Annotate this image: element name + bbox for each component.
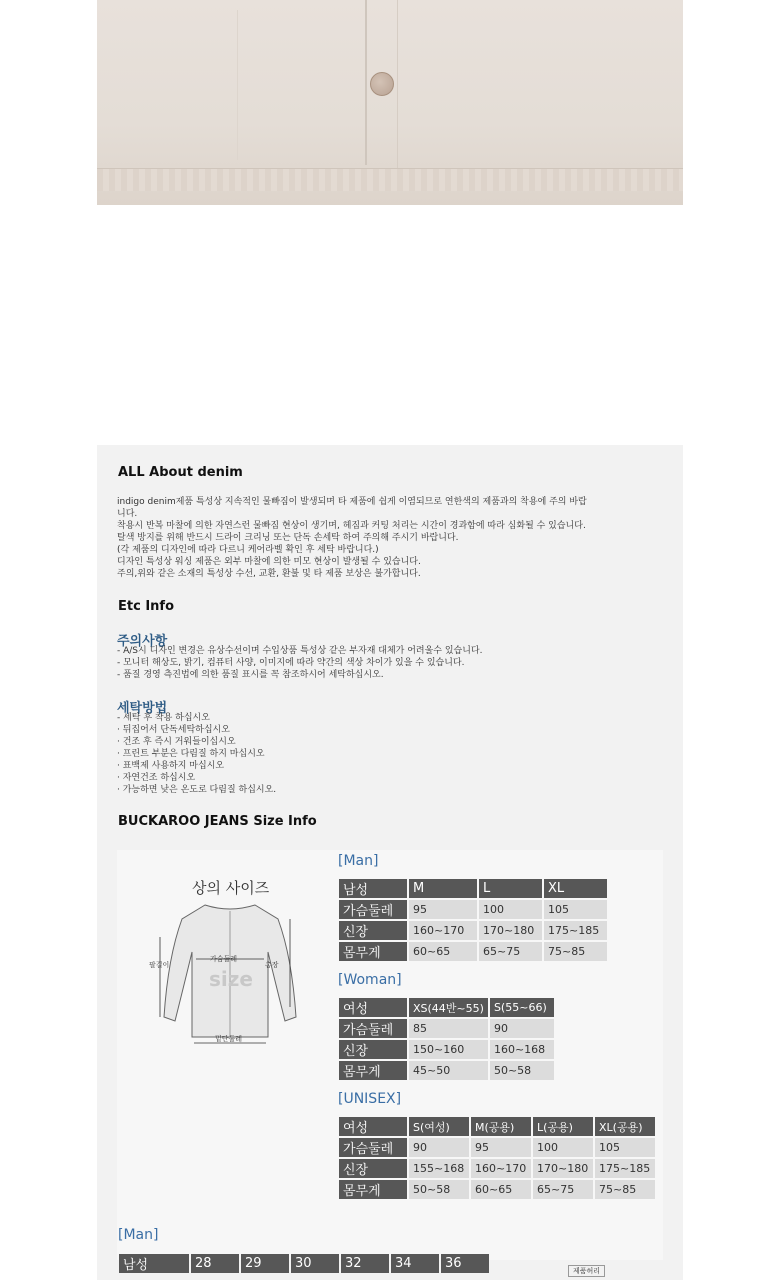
about-line: (각 제품의 디자인에 따라 다르니 케어라벨 확인 후 세탁 바랍니다.) <box>117 545 379 555</box>
table-cell: 170~180 <box>533 1159 593 1178</box>
table-cell: 75~85 <box>595 1180 655 1199</box>
shirt-placket <box>365 0 367 165</box>
table-row <box>339 1019 554 1038</box>
about-line: 탈색 방지를 위해 반드시 드라이 크리닝 또는 단독 손세탁 하여 주의해 주시기 바랍니다. <box>117 533 459 543</box>
about-line: indigo denim제품 특성상 지속적인 물빠짐이 발생되며 타 제품에 쉽게 이염되므로 연한색의 제품과의 착용에 주의 바랍 <box>117 497 587 507</box>
diagram-label-hem: 밑단둘레 <box>215 1035 243 1043</box>
table-cell: 60~65 <box>471 1180 531 1199</box>
wash-line: · 자연건조 하십시오 <box>117 773 196 783</box>
table-row-label: 신장 <box>339 1159 407 1178</box>
table-header-cell: S(여성) <box>409 1117 469 1136</box>
table-row-label: 신장 <box>339 921 407 940</box>
table-cell: 50~58 <box>409 1180 469 1199</box>
diagram-label-chest: 가슴둘레 <box>210 955 238 963</box>
table-cell: 65~75 <box>533 1180 593 1199</box>
table-row <box>339 1180 655 1199</box>
table-header-cell: 30 <box>291 1254 339 1273</box>
table-cell: 90 <box>409 1138 469 1157</box>
table-header-cell: XL(공용) <box>595 1117 655 1136</box>
wash-title: 세탁방법 <box>117 701 168 716</box>
top-size-diagram-title: 상의 사이즈 <box>192 879 270 897</box>
diagram-label-length: 총장 <box>265 961 279 969</box>
product-photo <box>97 0 683 205</box>
caution-line: - A/S시 디자인 변경은 유상수선이며 수입상품 특성상 같은 부자재 대체가 어려울수 있습니다. <box>117 646 483 656</box>
etc-title: Etc Info <box>118 599 175 614</box>
pants-waist-label: 제품허리 <box>568 1265 605 1277</box>
table-row <box>339 879 607 898</box>
table-cell: 175~185 <box>595 1159 655 1178</box>
shirt-placket-edge <box>397 0 398 170</box>
unisex-size-table <box>337 1115 657 1201</box>
table-row <box>339 1138 655 1157</box>
table-cell: 75~85 <box>544 942 607 961</box>
table-header-cell: 36 <box>441 1254 489 1273</box>
table-cell: 45~50 <box>409 1061 488 1080</box>
table-row <box>339 998 554 1017</box>
man-size-table <box>337 877 609 963</box>
pants-man-size-table <box>117 1252 491 1275</box>
table-row <box>339 1117 655 1136</box>
table-row-label: 가슴둘레 <box>339 1138 407 1157</box>
table-row-label: 몸무게 <box>339 1061 407 1080</box>
shirt-button <box>370 72 394 96</box>
table-header-cell: 남성 <box>119 1254 189 1273</box>
wash-line: · 가능하면 낮은 온도로 다림질 하십시오. <box>117 785 277 795</box>
table-cell: 85 <box>409 1019 488 1038</box>
table-cell: 170~180 <box>479 921 542 940</box>
table-header-cell: 28 <box>191 1254 239 1273</box>
table-cell: 100 <box>479 900 542 919</box>
man-size-label: [Man] <box>338 853 379 869</box>
about-line: 착용시 반복 마찰에 의한 자연스런 물빠짐 현상이 생기며, 헤짐과 커팅 처리는 시간이 경과함에 따라 심화될 수 있습니다. <box>117 521 586 531</box>
table-cell: 160~170 <box>409 921 477 940</box>
table-header-cell: 여성 <box>339 1117 407 1136</box>
table-cell: 105 <box>544 900 607 919</box>
table-cell: 160~168 <box>490 1040 554 1059</box>
table-cell: 105 <box>595 1138 655 1157</box>
table-row-label: 몸무게 <box>339 1180 407 1199</box>
table-cell: 65~75 <box>479 942 542 961</box>
table-header-cell: S(55~66) <box>490 998 554 1017</box>
table-cell: 50~58 <box>490 1061 554 1080</box>
size-info-title: BUCKAROO JEANS Size Info <box>118 814 317 829</box>
table-row <box>119 1254 489 1273</box>
table-cell: 90 <box>490 1019 554 1038</box>
table-header-cell: M(공용) <box>471 1117 531 1136</box>
wash-line: · 표백제 사용하지 마십시오 <box>117 761 225 771</box>
about-line: 주의,위와 같은 소재의 특성상 수선, 교환, 환불 및 타 제품 보상은 불가합니다. <box>117 569 421 579</box>
table-header-cell: 34 <box>391 1254 439 1273</box>
about-title: ALL About denim <box>118 465 243 480</box>
info-panel <box>97 445 683 1280</box>
table-header-cell: L(공용) <box>533 1117 593 1136</box>
caution-line: - 품질 경영 측진법에 의한 품질 표시를 꼭 참조하시어 세탁하십시오. <box>117 670 384 680</box>
table-row <box>339 1061 554 1080</box>
wash-line: · 뒤집어서 단독세탁하십시오 <box>117 725 230 735</box>
table-cell: 155~168 <box>409 1159 469 1178</box>
table-cell: 60~65 <box>409 942 477 961</box>
table-row-label: 가슴둘레 <box>339 900 407 919</box>
table-cell: 95 <box>409 900 477 919</box>
table-row <box>339 921 607 940</box>
table-cell: 160~170 <box>471 1159 531 1178</box>
diagram-label-sleeve: 팔길이 <box>149 961 170 969</box>
table-header-cell: 29 <box>241 1254 289 1273</box>
woman-size-table <box>337 996 556 1082</box>
table-header-cell: 32 <box>341 1254 389 1273</box>
diagram-label-center: size <box>209 967 253 991</box>
pants-man-size-label: [Man] <box>118 1227 159 1243</box>
table-row <box>339 900 607 919</box>
table-row <box>339 1040 554 1059</box>
table-cell: 95 <box>471 1138 531 1157</box>
table-header-cell: M <box>409 879 477 898</box>
table-row-label: 몸무게 <box>339 942 407 961</box>
wash-line: · 건조 후 즉시 거워들이십시오 <box>117 737 236 747</box>
table-row-label: 가슴둘레 <box>339 1019 407 1038</box>
table-row <box>339 1159 655 1178</box>
fabric-fold <box>117 10 238 160</box>
table-cell: 100 <box>533 1138 593 1157</box>
table-row <box>339 942 607 961</box>
table-cell: 175~185 <box>544 921 607 940</box>
table-header-cell: XL <box>544 879 607 898</box>
caution-line: - 모니터 해상도, 밝기, 컴퓨터 사양, 이미지에 따라 약간의 색상 차이가 있을 수 있습니다. <box>117 658 465 668</box>
unisex-size-label: [UNISEX] <box>338 1091 402 1107</box>
wash-line: - 세탁 후 착용 하십시오 <box>117 713 210 723</box>
about-line: 니다. <box>117 509 138 519</box>
table-row-label: 신장 <box>339 1040 407 1059</box>
table-cell: 150~160 <box>409 1040 488 1059</box>
wash-line: · 프린트 부분은 다림질 하지 마십시오 <box>117 749 265 759</box>
table-header-cell: 남성 <box>339 879 407 898</box>
table-header-cell: L <box>479 879 542 898</box>
table-header-cell: 여성 <box>339 998 407 1017</box>
shirt-hem <box>97 168 683 191</box>
caution-title: 주의사항 <box>117 634 168 649</box>
about-line: 디자인 특성상 워싱 제품은 외부 마찰에 의한 미모 현상이 발생될 수 있습니다. <box>117 557 421 567</box>
table-header-cell: XS(44반~55) <box>409 998 488 1017</box>
woman-size-label: [Woman] <box>338 972 402 988</box>
